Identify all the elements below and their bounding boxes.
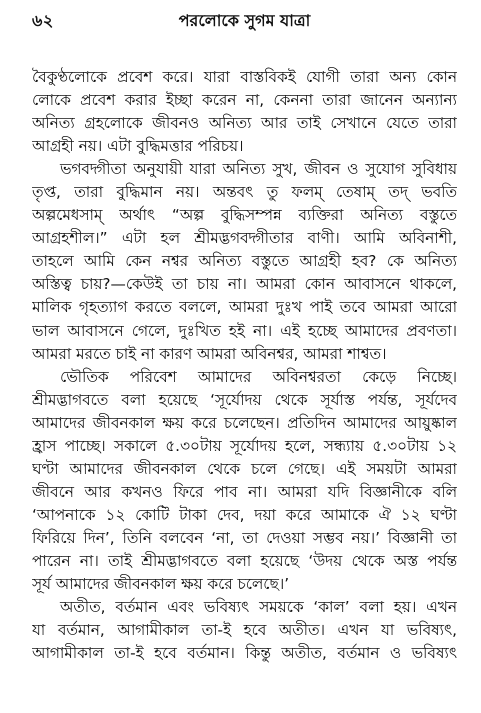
text-line: ফিরিয়ে দিন’, তিনি বলবেন ‘না, তা দেওয়া সম্ভব নয়।’ বিজ্ঞানী তা xyxy=(32,528,457,547)
text-line: পারেন না। তাই শ্রীমদ্ভাগবতে বলা হয়েছে ‘উদয় থেকে অস্ত পর্যন্ত xyxy=(32,551,457,570)
text-line: অতীত, বর্তমান এবং ভবিষ্যৎ সময়কে ‘কাল’ বলা হয়। এখন xyxy=(60,598,457,617)
text-line: আগ্রহী নয়। এটা বুদ্ধিমত্তার পরিচয়। xyxy=(32,137,244,156)
text-line: মালিক গৃহত্যাগ করতে বললে, আমরা দুঃখ পাই তবে আমরা আরো xyxy=(32,298,457,317)
text-line: তাহলে আমি কেন নশ্বর অনিত্য বস্তুতে আগ্রহী হব? কে অনিত্য xyxy=(32,252,457,271)
text-line: ভৌতিক পরিবেশ আমাদের অবিনশ্বরতা কেড়ে নিচ্ছে। xyxy=(60,367,457,386)
text-line: অস্তিত্ব চায়?—কেউই তা চায় না। আমরা কোন আবাসনে থাকলে, xyxy=(32,275,457,294)
page-number: ৬২ xyxy=(32,11,54,30)
text-line: ‘আপনাকে ১২ কোটি টাকা দেব, দয়া করে আমাকে ঐ ১২ ঘণ্টা xyxy=(32,505,457,524)
text-line: আগামীকাল তা-ই হবে বর্তমান। কিন্তু অতীত, বর্তমান ও ভবিষ্যৎ xyxy=(32,644,457,663)
text-line: লোকে প্রবেশ করার ইচ্ছা করেন না, কেননা তারা জানেন অন্যান্য xyxy=(32,91,457,110)
text-line: ঘণ্টা আমাদের জীবনকাল থেকে চলে গেছে। এই সময়টা আমরা xyxy=(32,459,457,478)
text-line: তৃপ্ত, তারা বুদ্ধিমান নয়। অন্তবৎ তু ফলম্ তেষাম্ তদ্ ভবতি xyxy=(32,183,457,202)
running-title: পরলোকে সুগম যাত্রা xyxy=(178,11,311,30)
text-line: অল্পমেধসাম্ অর্থাৎ “অল্প বুদ্ধিসম্পন্ন ব্যক্তিরা অনিত্য বস্তুতে xyxy=(32,206,457,225)
text-line: শ্রীমদ্ভাগবতে বলা হয়েছে ‘সূর্যোদয় থেকে সূর্যাস্ত পর্যন্ত, সূর্যদেব xyxy=(32,390,457,409)
text-line: আমরা মরতে চাই না কারণ আমরা অবিনশ্বর, আমরা শাশ্বত। xyxy=(32,344,387,363)
text-line: সূর্য আমাদের জীবনকাল ক্ষয় করে চলেছে।’ xyxy=(32,575,290,594)
text-line: আমাদের জীবনকাল ক্ষয় করে চলেছেন। প্রতিদিন আমাদের আয়ুষ্কাল xyxy=(32,413,457,432)
text-line: জীবনে আর কখনও ফিরে পাব না। আমরা যদি বিজ্ঞানীকে বলি xyxy=(32,482,457,501)
page-header xyxy=(32,6,457,40)
text-line: হ্রাস পাচ্ছে। সকালে ৫.৩০টায় সূর্যোদয় হলে, সন্ধ্যায় ৫.৩০টায় ১২ xyxy=(32,436,457,455)
text-line: অনিত্য গ্রহলোকে জীবনও অনিত্য আর তাই সেখানে যেতে তারা xyxy=(32,114,457,133)
text-line: যা বর্তমান, আগামীকাল তা-ই হবে অতীত। এখন যা ভবিষ্যৎ, xyxy=(32,621,457,640)
text-line: ভগবদ্গীতা অনুযায়ী যারা অনিত্য সুখ, জীবন ও সুযোগ সুবিধায় xyxy=(60,160,457,179)
text-line: বৈকুণ্ঠলোকে প্রবেশ করে। যারা বাস্তবিকই যোগী তারা অন্য কোন xyxy=(32,68,457,86)
text-line: আগ্রহশীল।” এটা হল শ্রীমদ্ভগবদ্গীতার বাণী। আমি অবিনাশী, xyxy=(32,229,457,248)
body-text xyxy=(32,66,457,665)
text-line: ভাল আবাসনে গেলে, দুঃখিত হই না। এই হচ্ছে আমাদের প্রবণতা। xyxy=(32,321,457,340)
